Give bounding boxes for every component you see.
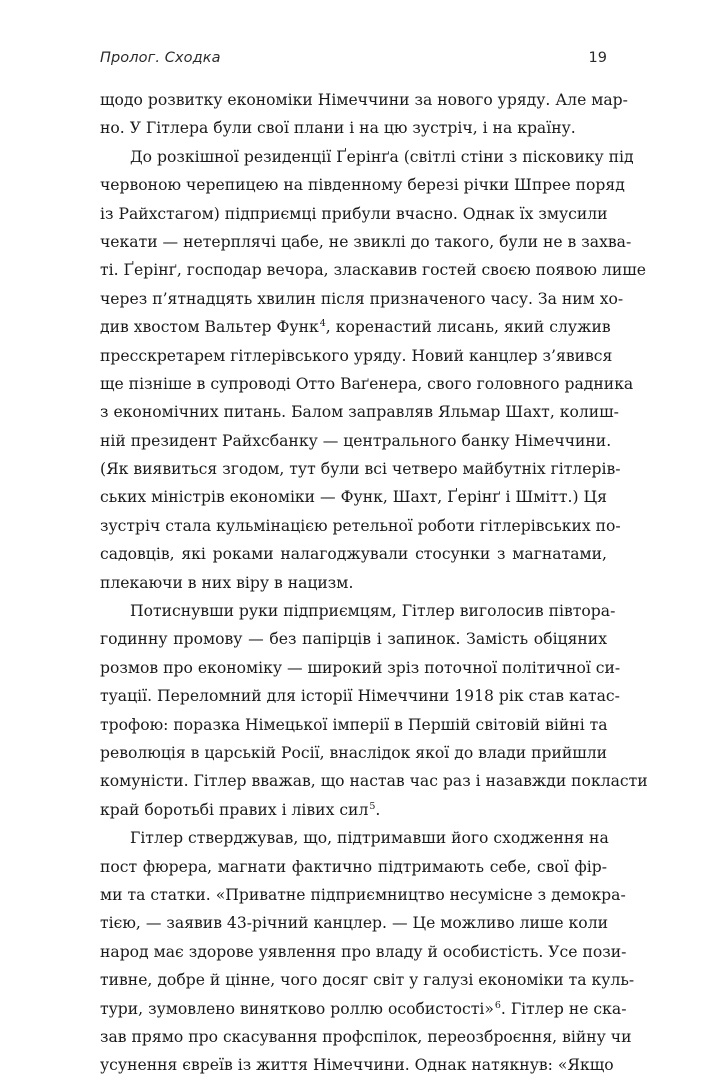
line-text: , коренастий лисань, який служив	[325, 318, 611, 337]
running-head	[100, 50, 607, 74]
text-line: з економічних питань. Балом заправляв Яльмар Шахт, колиш-	[100, 403, 619, 422]
text-line: ній президент Райхсбанку — центрального банку Німеччини.	[100, 431, 612, 450]
text-line: (Як виявиться згодом, тут були всі четверо майбутніх гітлерів-	[100, 460, 621, 479]
text-line: щодо розвитку економіки Німеччини за нового уряду. Але мар-	[100, 91, 628, 109]
text-line: ми та статки. «Приватне підприємництво несумісне з демокра-	[100, 885, 626, 904]
text-line: трофою: поразка Німецької імперії в Першій світовій війні та	[100, 715, 608, 734]
text-line: тивне, добре й цінне, чого досяг світ у галузі економіки та куль-	[100, 971, 635, 990]
text-line: ті. Ґерінґ, господар вечора, злаcкавив гостей своєю появою лише	[100, 261, 646, 280]
text-line: розмов про економіку — широкий зріз поточної політичної си-	[100, 658, 621, 677]
text-line: годинну промову — без папірців і запинок. Замість обіцяних	[100, 630, 607, 649]
body-text	[100, 86, 648, 1080]
line-text: тури, зумовлено винятково роллю особистості»	[100, 999, 494, 1018]
line-text: .	[375, 800, 381, 819]
text-line: революція в царській Росії, внаслідок якої до влади прийшли	[100, 743, 608, 762]
text-line: червоною черепицею на південному березі річки Шпрее поряд	[100, 176, 625, 195]
text-line	[100, 995, 627, 1023]
text-line: народ має здорове уявлення про владу й особистість. Усе пози-	[100, 942, 627, 961]
text-line: усунення євреїв із життя Німеччини. Однак натякнув: «Якщо	[100, 1056, 614, 1075]
text-line: із Райхстагом) підприємці прибули вчасно. Однак їх змусили	[100, 204, 608, 223]
text-line: садовців, які роками налагоджували стосунки з магнатами,	[100, 545, 607, 564]
line-text: край боротьбі правих і лівих сил	[100, 800, 369, 819]
text-line: туації. Переломний для історії Німеччини 1918 рік став катас-	[100, 687, 620, 706]
text-line: через п’ятнадцять хвилин після призначеного часу. За ним хо-	[100, 289, 624, 308]
footnote-ref-5[interactable]: 5	[369, 800, 376, 812]
text-line: зустріч стала кульмінацією ретельної роботи гітлерівських по-	[100, 516, 621, 535]
text-line: пост фюрера, магнати фактично підтримають себе, свої фір-	[100, 857, 607, 876]
text-line: Потиснувши руки підприємцям, Гітлер виголосив півтора-	[130, 602, 616, 621]
text-line: ських міністрів економіки — Функ, Шахт, Ґерінґ і Шмітт.) Ця	[100, 488, 607, 507]
page-number: 19	[588, 50, 607, 66]
footnote-ref-6[interactable]: 6	[494, 999, 501, 1011]
text-line: зав прямо про скасування профспілок, переозброєння, війну чи	[100, 1027, 632, 1046]
text-line: комуністи. Гітлер вважав, що настав час раз і назавжди покласти	[100, 772, 648, 791]
text-line	[100, 796, 607, 824]
running-title: Пролог. Сходка	[100, 50, 221, 66]
text-line: чекати — нетерплячі цабе, не звиклі до такого, були не в захва-	[100, 232, 632, 251]
text-line: пресскретарем гітлерівського уряду. Новий канцлер з’явився	[100, 346, 613, 365]
footnote-ref-4[interactable]: 4	[319, 318, 326, 330]
text-line: плекаючи в них віру в нацизм.	[100, 573, 354, 592]
line-text: . Гітлер не ска-	[500, 999, 627, 1018]
line-text: див хвостом Вальтер Функ	[100, 318, 319, 337]
text-line	[100, 313, 611, 341]
text-line: Гітлер стверджував, що, підтримавши його сходження на	[130, 829, 609, 848]
text-line: но. У Гітлера були свої плани і на цю зустріч, і на країну.	[100, 119, 576, 138]
text-line: ще пізніше в супроводі Отто Ваґенера, свого головного радника	[100, 374, 634, 393]
text-line: До розкішної резиденції Ґерінґа (світлі стіни з пісковику під	[130, 147, 634, 166]
text-line: тією, — заявив 43-річний канцлер. — Це можливо лише коли	[100, 914, 608, 933]
